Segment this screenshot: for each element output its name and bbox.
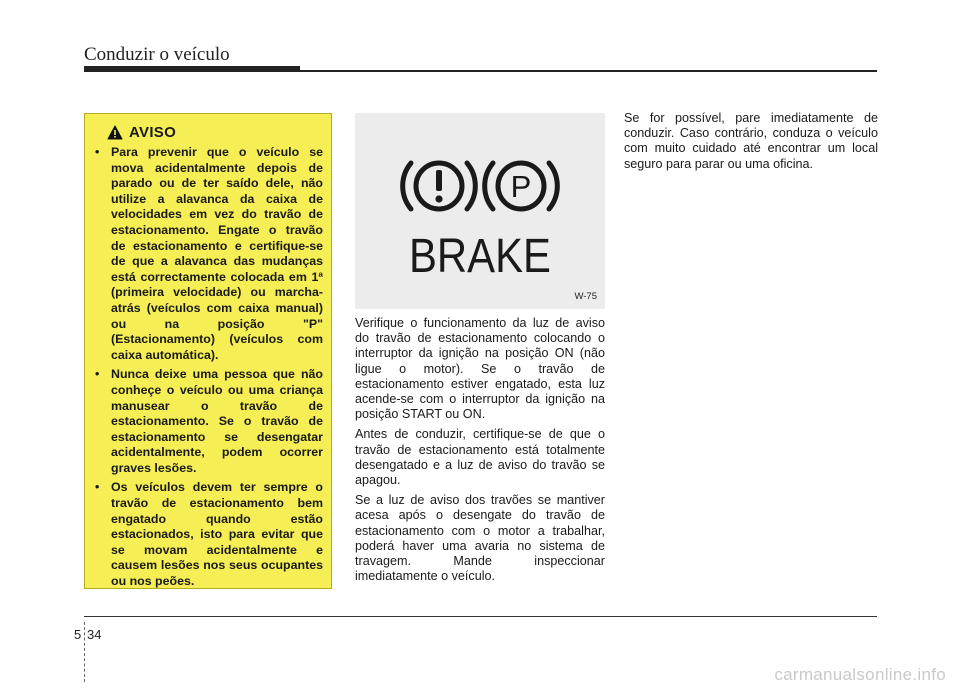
figure-brake-label: BRAKE	[409, 230, 551, 278]
right-column-text	[624, 111, 878, 172]
warning-heading	[107, 124, 323, 141]
watermark-text: carmanualsonline.info	[774, 665, 946, 684]
footer-dash-line	[84, 622, 85, 682]
warning-box	[84, 113, 332, 589]
brake-warning-figure	[355, 113, 605, 309]
page-number: 34	[87, 627, 102, 642]
body-paragraph: Verifique o funcionamento da luz de aviso do travão de estacionamento colocando o interruptor da ignição na posição ON (não ligue o motor). Se o travão de estacionamento estiver engatado, esta luz acende-se com o interruptor da ignição na posição START ou ON.	[355, 316, 605, 422]
warning-item: • Os veículos devem ter sempre o travão de estacionamento bem engatado quando estão estacionados, isto para evitar que se movam acidentalmente e causem lesões nos seus ocupantes ou nos peões.	[93, 480, 323, 589]
warning-title: AVISO	[129, 124, 177, 141]
warning-triangle-icon	[107, 125, 123, 140]
middle-column-text	[355, 316, 605, 589]
header-rule-thick	[84, 66, 300, 72]
warning-item: • Nunca deixe uma pessoa que não conheçe o veículo ou uma criança manusear o travão de estacionamento. Se o travão de estacionamento se desengatar acidentalmente, podem ocorrer graves lesões.	[93, 367, 323, 476]
warning-item: • Para prevenir que o veículo se mova acidentalmente depois de parado ou de ter saído dele, não utilize a alavanca da caixa de velocidades em vez do travão de estacionamento. Engate o travão de estacionamento e certifique-se de que a alavanca das mudanças está correctamente colocada em 1ª (primeira velocidade) ou marcha-atrás (veículos com caixa manual) ou na posição "P" (Estacionamento) (veículos com caixa automática).	[93, 145, 323, 363]
footer-rule	[84, 616, 877, 617]
chapter-number: 5	[74, 627, 82, 642]
page-header-title: Conduzir o veículo	[84, 44, 230, 65]
brake-warning-light-icon	[399, 153, 561, 278]
body-paragraph: Se for possível, pare imediatamente de conduzir. Caso contrário, conduza o veículo com muito cuidado até encontrar um local seguro para parar ou uma oficina.	[624, 111, 878, 171]
header-rule-thin	[300, 70, 877, 72]
figure-code: W-75	[574, 291, 597, 302]
warning-list	[93, 145, 323, 590]
figure-p-letter: P	[510, 169, 532, 204]
body-paragraph: Antes de conduzir, certifique-se de que o travão de estacionamento está totalmente desengatado e a luz de aviso do travão se apagou.	[355, 427, 605, 488]
body-paragraph: Se a luz de aviso dos travões se mantiver acesa após o desengate do travão de estacionamento com o motor a trabalhar, poderá haver uma avaria no sistema de travagem. Mande inspeccionar imediatamente o veículo.	[355, 493, 605, 584]
